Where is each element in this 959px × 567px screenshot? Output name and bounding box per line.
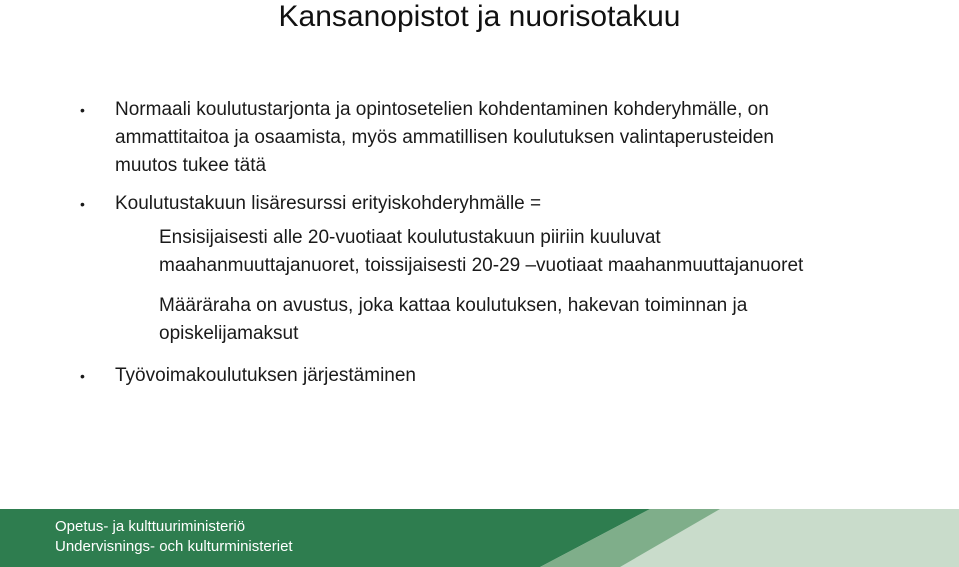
ministry-name bbox=[55, 517, 293, 557]
ministry-name-finnish: Opetus- ja kulttuuriministeriö bbox=[55, 518, 246, 535]
ministry-footer bbox=[0, 509, 959, 567]
bullet-dot-icon: • bbox=[80, 196, 85, 212]
sub-item bbox=[0, 292, 939, 348]
bullet-item bbox=[0, 96, 915, 180]
sub-line: Ensisijaisesti alle 20-vuotiaat koulutustakuun piiriin kuuluvat bbox=[159, 227, 661, 248]
sub-line: Määräraha on avustus, joka kattaa koulutuksen, hakevan toiminnan ja bbox=[159, 295, 748, 316]
bullet-line: muutos tukee tätä bbox=[115, 155, 267, 176]
bullet-item bbox=[0, 362, 915, 390]
bullet-line: Normaali koulutustarjonta ja opintosetelien kohdentaminen kohderyhmälle, on bbox=[115, 99, 769, 120]
bullet-line: Koulutustakuun lisäresurssi erityiskohderyhmälle = bbox=[115, 193, 542, 214]
bullet-dot-icon: • bbox=[80, 368, 85, 384]
sub-line: opiskelijamaksut bbox=[159, 323, 299, 344]
bullet-item bbox=[0, 190, 915, 218]
bullet-line: Työvoimakoulutuksen järjestäminen bbox=[115, 365, 416, 386]
ministry-name-swedish: Undervisnings- och kulturministeriet bbox=[55, 538, 293, 555]
slide-content bbox=[0, 96, 959, 390]
bullet-dot-icon: • bbox=[80, 102, 85, 118]
bullet-line: ammattitaitoa ja osaamista, myös ammatillisen koulutuksen valintaperusteiden bbox=[115, 127, 774, 148]
sub-line: maahanmuuttajanuoret, toissijaisesti 20-29 –vuotiaat maahanmuuttajanuoret bbox=[159, 255, 804, 276]
page-title: Kansanopistot ja nuorisotakuu bbox=[278, 0, 681, 33]
sub-item bbox=[0, 224, 939, 280]
